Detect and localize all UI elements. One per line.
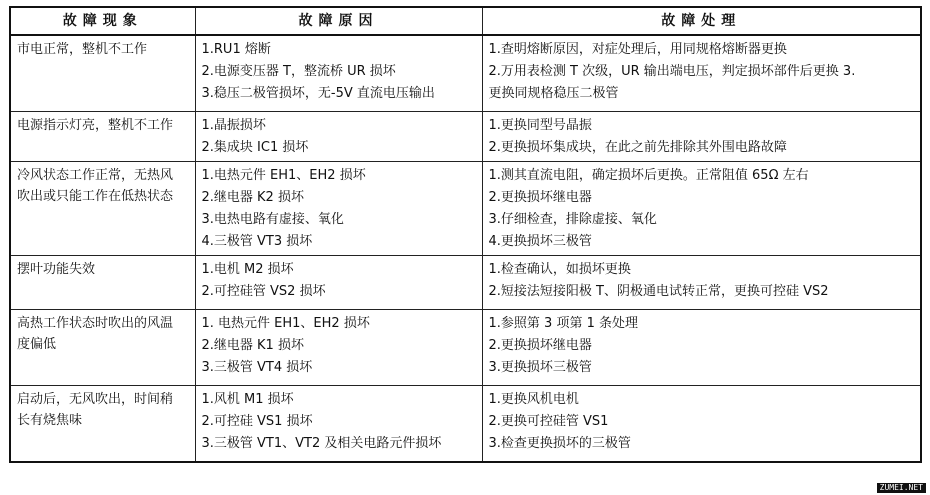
fix-cell [482,256,921,310]
fault-table [9,6,922,463]
header-fix: 故障处理 [482,7,921,35]
cause-item: 2.集成块 IC1 损坏 [201,140,309,155]
cause-cell [195,386,482,463]
fix-item: 2.万用表检测 T 次级，UR 输出端电压，判定损坏部件后更换 3. [488,64,856,79]
cause-item: 2.继电器 K2 损坏 [201,190,304,205]
fix-item: 1.测其直流电阻，确定损坏后更换。正常阻值 65Ω 左右 [488,168,809,183]
cause-item: 1.RU1 熔断 [201,42,271,57]
fix-cell [482,112,921,162]
cause-item: 3.稳压二极管损坏，无-5V 直流电压输出 [201,86,435,101]
fix-cell [482,386,921,463]
fix-item: 1.更换同型号晶振 [488,118,592,133]
fix-item: 2.短接法短接阳极 T、阴极通电试转正常，更换可控硅 VS2 [488,284,829,299]
table-header-row [10,7,921,35]
symptom-cell: 冷风状态工作正常，无热风吹出或只能工作在低热状态 [10,162,195,256]
fix-item: 更换同规格稳压二极管 [488,86,619,101]
table-row [10,256,921,310]
cause-item: 2.电源变压器 T，整流桥 UR 损坏 [201,64,396,79]
cause-cell [195,112,482,162]
fix-item: 2.更换损坏继电器 [488,190,592,205]
fix-item: 1.更换风机电机 [488,392,579,407]
fix-item: 2.更换损坏集成块，在此之前先排除其外围电路故障 [488,140,787,155]
fix-cell [482,310,921,386]
cause-item: 1.电热元件 EH1、EH2 损坏 [201,168,366,183]
cause-cell [195,310,482,386]
table-body [10,35,921,462]
symptom-cell: 高热工作状态时吹出的风温度偏低 [10,310,195,386]
fix-item: 3.更换损坏三极管 [488,360,592,375]
cause-item: 3.电热电路有虚接、氧化 [201,212,344,227]
cause-item: 2.继电器 K1 损坏 [201,338,304,353]
fix-item: 3.检查更换损坏的三极管 [488,436,631,451]
fix-cell [482,162,921,256]
table-row [10,386,921,463]
symptom-cell: 市电正常，整机不工作 [10,35,195,112]
cause-item: 3.三极管 VT4 损坏 [201,360,313,375]
symptom-cell: 摆叶功能失效 [10,256,195,310]
table-row [10,162,921,256]
table-row [10,310,921,386]
cause-cell [195,256,482,310]
header-symptom: 故障现象 [10,7,195,35]
fix-item: 1.检查确认，如损坏更换 [488,262,631,277]
fix-cell [482,35,921,112]
fix-item: 1.查明熔断原因，对症处理后，用同规格熔断器更换 [488,42,787,57]
table-row [10,112,921,162]
cause-item: 2.可控硅 VS1 损坏 [201,414,313,429]
watermark: ZUMEI.NET [877,483,926,493]
table-row [10,35,921,112]
cause-item: 3.三极管 VT1、VT2 及相关电路元件损坏 [201,436,442,451]
symptom-cell: 电源指示灯亮，整机不工作 [10,112,195,162]
fault-table-container [9,6,920,463]
cause-item: 1.晶振损坏 [201,118,266,133]
cause-item: 1. 电热元件 EH1、EH2 损坏 [201,316,370,331]
symptom-cell: 启动后，无风吹出，时间稍长有烧焦味 [10,386,195,463]
cause-item: 1.风机 M1 损坏 [201,392,294,407]
cause-item: 1.电机 M2 损坏 [201,262,294,277]
fix-item: 2.更换损坏继电器 [488,338,592,353]
cause-item: 2.可控硅管 VS2 损坏 [201,284,326,299]
cause-cell [195,35,482,112]
header-cause: 故障原因 [195,7,482,35]
fix-item: 3.仔细检查，排除虚接、氧化 [488,212,657,227]
fix-item: 1.参照第 3 项第 1 条处理 [488,316,638,331]
fix-item: 4.更换损坏三极管 [488,234,592,249]
fix-item: 2.更换可控硅管 VS1 [488,414,609,429]
cause-item: 4.三极管 VT3 损坏 [201,234,313,249]
cause-cell [195,162,482,256]
